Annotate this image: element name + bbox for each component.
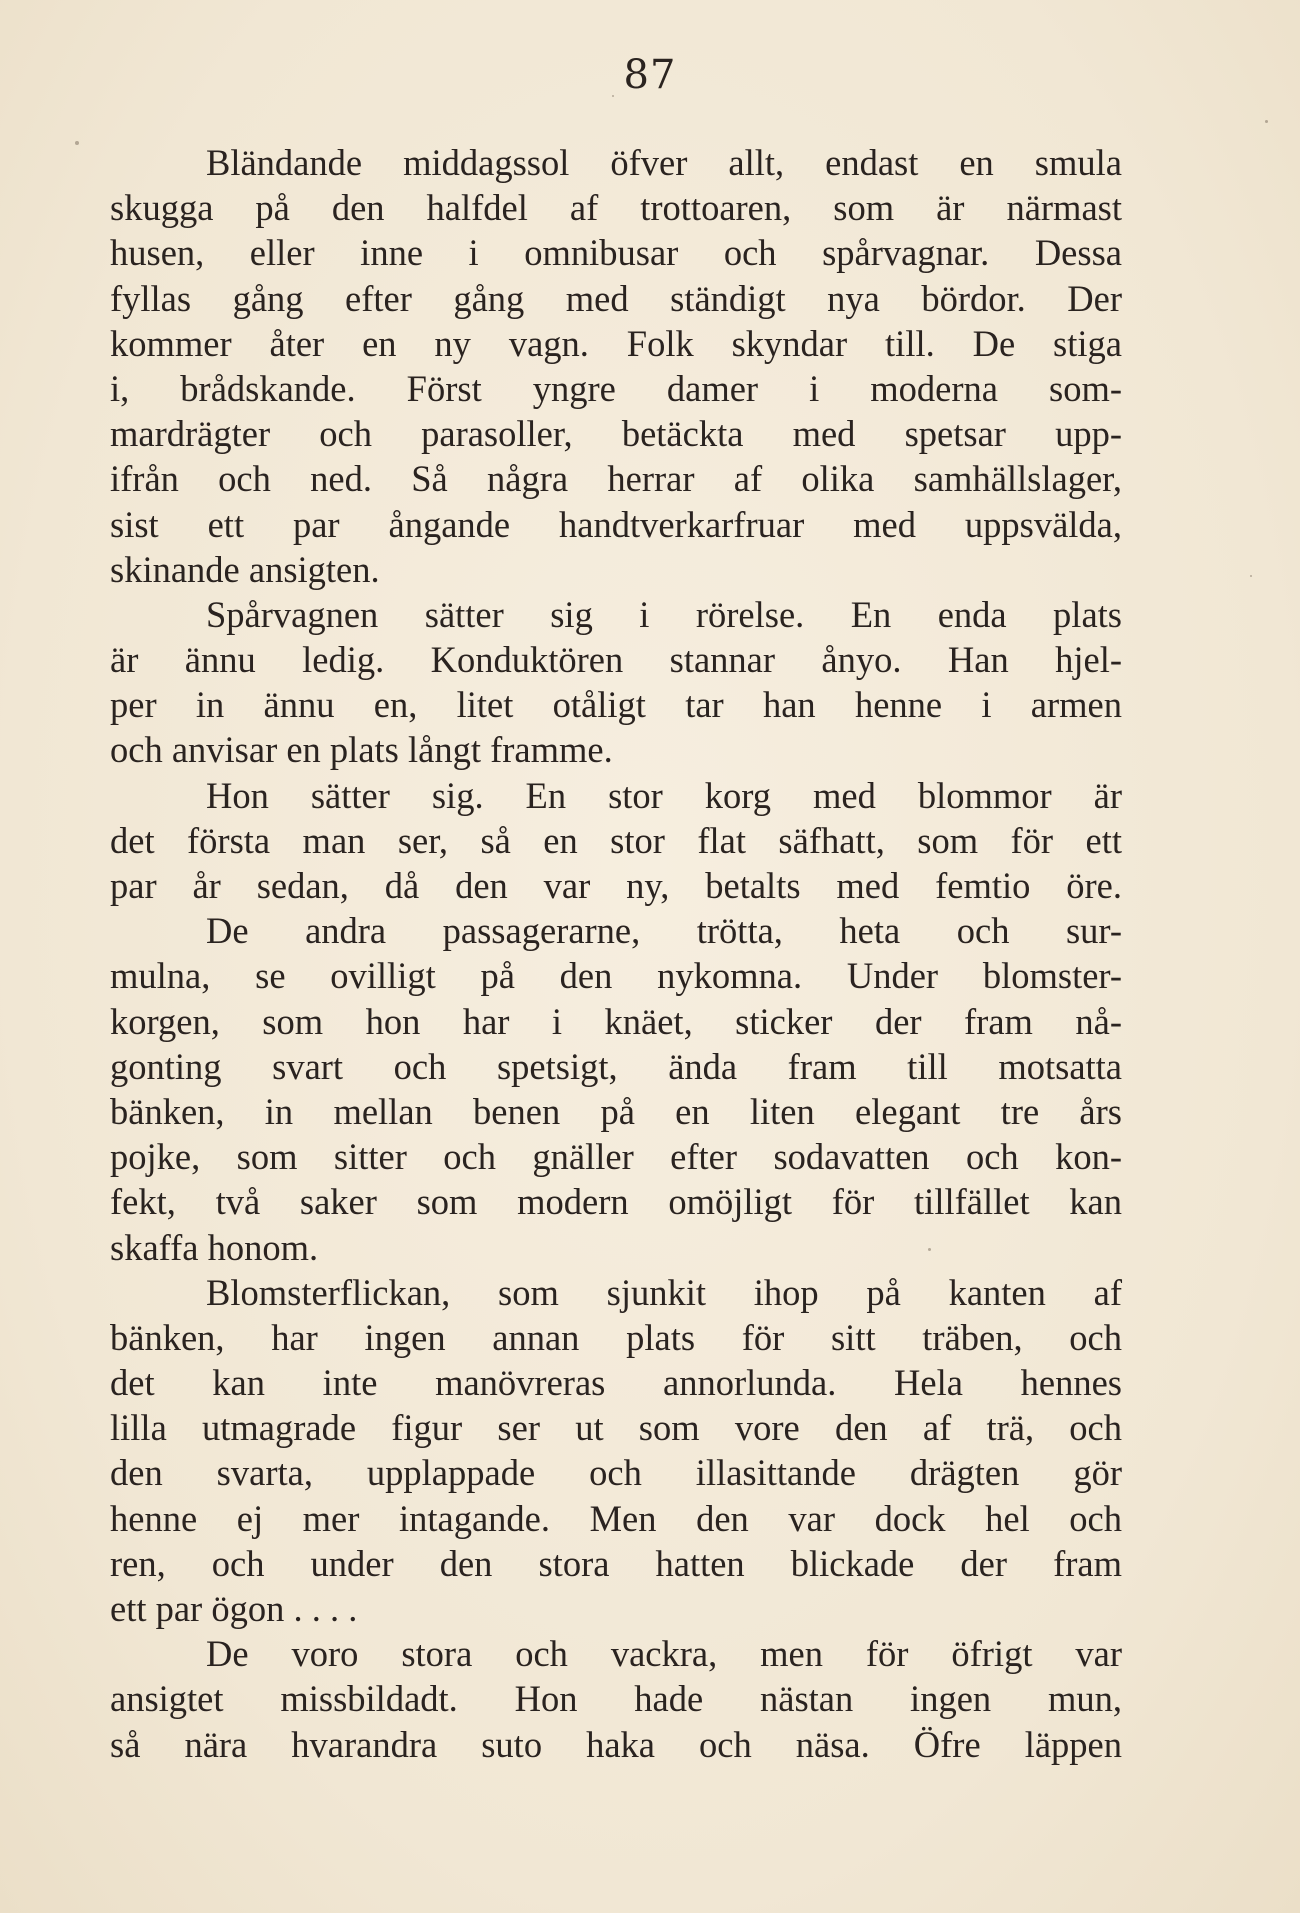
text-line: skugga på den halfdel af trottoaren, som är närmast (110, 187, 1122, 229)
text-line: det första man ser, så en stor flat säfhatt, som för ett (110, 819, 1122, 861)
text-line: ett par ögon . . . . (110, 1588, 358, 1629)
text-line: och anvisar en plats långt framme. (110, 729, 613, 771)
text-line: fyllas gång efter gång med ständigt nya bördor. Der (110, 277, 1122, 319)
text-line: Hon sätter sig. En stor korg med blommor är (206, 774, 1122, 816)
text-line: sist ett par ångande handtverkarfruar med uppsvälda, (110, 503, 1122, 545)
text-line: per in ännu en, litet otåligt tar han henne i armen (110, 684, 1122, 726)
text-line: så nära hvarandra suto haka och näsa. Öfre läppen (110, 1723, 1122, 1765)
text-line: ifrån och ned. Så några herrar af olika samhällslager, (110, 458, 1122, 500)
text-line: bänken, har ingen annan plats för sitt träben, och (110, 1316, 1122, 1358)
text-line: den svarta, upplappade och illasittande drägten gör (110, 1452, 1122, 1494)
text-line: i, brådskande. Först yngre damer i moderna som- (110, 367, 1122, 409)
text-line: par år sedan, då den var ny, betalts med femtio öre. (110, 865, 1122, 906)
text-line: det kan inte manövreras annorlunda. Hela hennes (110, 1362, 1122, 1404)
body-text (110, 140, 1122, 1767)
paper-speck (1265, 120, 1268, 123)
paper-speck (612, 95, 614, 97)
paper-speck (928, 1248, 931, 1251)
text-line: mulna, se ovilligt på den nykomna. Under blomster- (110, 955, 1122, 997)
text-line: mardrägter och parasoller, betäckta med spetsar upp- (110, 413, 1122, 455)
text-line: kommer åter en ny vagn. Folk skyndar till. De stiga (110, 322, 1122, 364)
text-line: Spårvagnen sätter sig i rörelse. En enda plats (206, 593, 1122, 635)
paper-speck (1250, 575, 1252, 577)
text-line: lilla utmagrade figur ser ut som vore den af trä, och (110, 1407, 1122, 1449)
text-line: husen, eller inne i omnibusar och spårvagnar. Dessa (110, 232, 1122, 274)
page-number: 87 (623, 52, 677, 98)
text-line: är ännu ledig. Konduktören stannar ånyo. Han hjel- (110, 639, 1122, 681)
text-line: korgen, som hon har i knäet, sticker der fram nå- (110, 1000, 1122, 1042)
text-line: ansigtet missbildadt. Hon hade nästan ingen mun, (110, 1678, 1122, 1720)
text-line: henne ej mer intagande. Men den var dock hel och (110, 1497, 1122, 1539)
text-line: ren, och under den stora hatten blickade der fram (110, 1542, 1122, 1584)
text-line: fekt, två saker som modern omöjligt för tillfället kan (110, 1181, 1122, 1223)
paper-speck (75, 141, 79, 145)
text-line: De andra passagerarne, trötta, heta och sur- (206, 910, 1122, 952)
text-line: pojke, som sitter och gnäller efter sodavatten och kon- (110, 1136, 1122, 1178)
text-line: Blomsterflickan, som sjunkit ihop på kanten af (206, 1271, 1122, 1313)
text-line: De voro stora och vackra, men för öfrigt var (206, 1633, 1122, 1675)
text-line: skinande ansigten. (110, 548, 380, 590)
text-line: Bländande middagssol öfver allt, endast en smula (206, 142, 1122, 183)
text-line: bänken, in mellan benen på en liten elegant tre års (110, 1090, 1122, 1132)
text-line: gonting svart och spetsigt, ända fram till motsatta (110, 1045, 1122, 1087)
text-line: skaffa honom. (110, 1226, 319, 1268)
